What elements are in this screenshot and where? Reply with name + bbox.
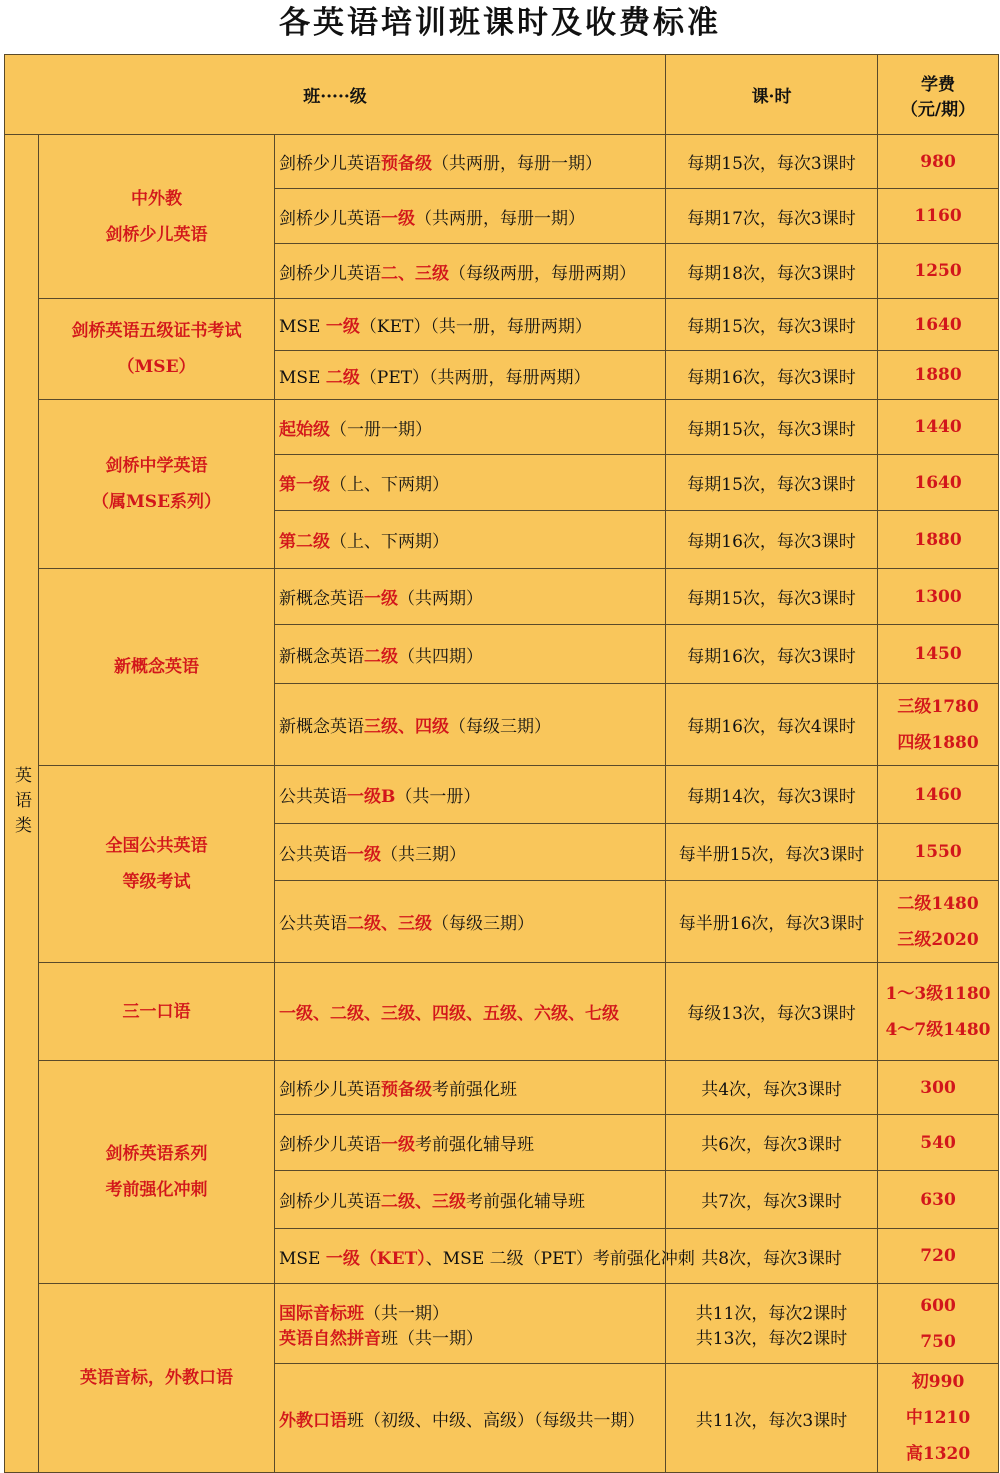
class-hours: 每期15次，每次3课时 xyxy=(666,400,878,455)
class-hours: 每期16次，每次3课时 xyxy=(666,351,878,400)
class-prefix: 剑桥少儿英语 xyxy=(279,1080,381,1100)
class-name xyxy=(275,1364,666,1473)
group-name-line: 三一口语 xyxy=(122,1001,191,1022)
class-name xyxy=(275,189,666,244)
class-hours: 每半册15次，每次3课时 xyxy=(666,824,878,881)
class-prefix: 公共英语 xyxy=(279,787,347,807)
group-name-line: 考前强化冲刺 xyxy=(105,1180,208,1200)
class-hours: 每期14次，每次3课时 xyxy=(666,766,878,824)
class-level-highlight: 一级B xyxy=(347,787,396,807)
class-fee: 720 xyxy=(878,1229,999,1284)
class-fee: 1640 xyxy=(878,455,999,511)
class-hours-line: 共11次，每次2课时 xyxy=(695,1303,848,1324)
class-hours: 每期16次，每次3课时 xyxy=(666,511,878,569)
class-fee: 1880 xyxy=(878,351,999,400)
group-name xyxy=(39,766,275,963)
class-level-highlight: 国际音标班 xyxy=(279,1303,364,1324)
class-fee: 1～3级1180 4～7级1480 xyxy=(878,963,999,1061)
class-fee: 300 xyxy=(878,1061,999,1115)
class-hours: 每期15次，每次3课时 xyxy=(666,455,878,511)
class-name xyxy=(275,351,666,400)
class-hours: 每半册16次，每次3课时 xyxy=(666,881,878,963)
class-detail: （每级两册，每册两期） xyxy=(449,263,636,284)
class-level-highlight: 三级、四级 xyxy=(364,717,449,737)
class-detail: （共一期） xyxy=(364,1303,449,1324)
class-name xyxy=(275,625,666,684)
class-prefix: 新概念英语 xyxy=(279,646,364,667)
class-level-highlight: 第二级 xyxy=(279,532,330,552)
class-level-highlight: 一级 xyxy=(364,589,398,609)
class-hours: 每期16次，每次4课时 xyxy=(666,684,878,766)
class-level-highlight: 二级 xyxy=(325,367,360,388)
group-name-line: 等级考试 xyxy=(122,872,191,892)
group-name xyxy=(39,1284,275,1473)
category-cell: 英语类 xyxy=(5,135,39,1473)
class-name xyxy=(275,1171,666,1229)
class-detail: 班（初级、中级、高级）（每级共一期） xyxy=(347,1410,645,1431)
class-fee: 二级1480 三级2020 xyxy=(878,881,999,963)
group-name xyxy=(39,400,275,569)
table-row xyxy=(5,400,999,455)
class-fee: 630 xyxy=(878,1171,999,1229)
class-level-highlight: 起始级 xyxy=(279,419,330,440)
class-fee: 1440 xyxy=(878,400,999,455)
group-name-line: 剑桥英语五级证书考试 xyxy=(71,321,242,341)
class-fee: 1450 xyxy=(878,625,999,684)
class-detail: （上、下两期） xyxy=(330,532,449,552)
class-level-highlight: 一级、二级、三级、四级、五级、六级、七级 xyxy=(279,1004,619,1024)
class-detail: （共两册，每册一期） xyxy=(432,154,602,174)
class-prefix: 剑桥少儿英语 xyxy=(279,1192,381,1212)
class-hours xyxy=(666,1284,878,1364)
header-fee-line2: （元/期） xyxy=(900,99,976,120)
group-name xyxy=(39,963,275,1061)
class-level-highlight: 一级 xyxy=(381,208,415,229)
class-fee: 1250 xyxy=(878,244,999,299)
group-name-line: 全国公共英语 xyxy=(105,836,208,856)
table-row xyxy=(5,766,999,824)
class-level-highlight: 外教口语 xyxy=(279,1410,347,1431)
class-name-line xyxy=(279,1324,661,1349)
class-prefix: 新概念英语 xyxy=(279,717,364,737)
header-fee-line1: 学费 xyxy=(921,74,956,95)
class-fee: 600 750 xyxy=(878,1284,999,1364)
page-title: 各英语培训班课时及收费标准 xyxy=(279,5,721,41)
group-name-line: 英语音标，外教口语 xyxy=(80,1368,233,1388)
class-prefix: 剑桥少儿英语 xyxy=(279,154,381,174)
class-hours: 每期18次，每次3课时 xyxy=(666,244,878,299)
class-hours: 共11次，每次3课时 xyxy=(666,1364,878,1473)
class-fee: 1640 xyxy=(878,299,999,351)
class-detail: （KET）（共一册，每册两期） xyxy=(359,317,592,337)
group-name-line: 剑桥少儿英语 xyxy=(105,224,208,245)
header-hours: 课·时 xyxy=(666,55,878,135)
class-hours: 每级13次，每次3课时 xyxy=(666,963,878,1061)
class-name-line xyxy=(279,1299,661,1324)
table-row xyxy=(5,1061,999,1115)
group-name xyxy=(39,1061,275,1284)
class-prefix: MSE xyxy=(279,1248,326,1269)
class-fee: 980 xyxy=(878,135,999,189)
class-name xyxy=(275,963,666,1061)
class-level-highlight: 英语自然拼音 xyxy=(279,1328,381,1349)
class-detail: （每级三期） xyxy=(432,914,534,934)
header-fee xyxy=(878,55,999,135)
class-name xyxy=(275,244,666,299)
class-hours: 共8次，每次3课时 xyxy=(666,1229,878,1284)
class-prefix: 剑桥少儿英语 xyxy=(279,1135,381,1155)
header-class-level: 班·····级 xyxy=(5,55,666,135)
class-detail: （PET）（共两册，每册两期） xyxy=(359,367,591,388)
class-name xyxy=(275,684,666,766)
class-detail: 考前强化辅导班 xyxy=(415,1135,534,1155)
class-name xyxy=(275,766,666,824)
table-row xyxy=(5,299,999,351)
group-name-line: 新概念英语 xyxy=(114,657,199,677)
class-detail: （共两册，每册一期） xyxy=(415,208,585,229)
class-prefix: 剑桥少儿英语 xyxy=(279,208,381,229)
class-prefix: 新概念英语 xyxy=(279,589,364,609)
class-name xyxy=(275,1284,666,1364)
class-prefix: 剑桥少儿英语 xyxy=(279,263,381,284)
table-row xyxy=(5,1284,999,1364)
class-level-highlight: 一级 xyxy=(347,844,381,865)
class-prefix: 公共英语 xyxy=(279,844,347,865)
class-name xyxy=(275,1115,666,1171)
header-row xyxy=(5,55,999,135)
class-fee: 540 xyxy=(878,1115,999,1171)
class-prefix: MSE xyxy=(279,317,326,337)
class-detail: （每级三期） xyxy=(449,717,551,737)
group-name-line: 剑桥中学英语 xyxy=(105,456,208,476)
class-hours: 共4次，每次3课时 xyxy=(666,1061,878,1115)
group-name-line: （MSE） xyxy=(117,357,196,377)
class-fee: 初990 中1210 高1320 xyxy=(878,1364,999,1473)
class-detail: （一册一期） xyxy=(330,419,432,440)
class-name xyxy=(275,1229,695,1284)
class-fee: 1460 xyxy=(878,766,999,824)
class-level-highlight: 二、三级 xyxy=(381,263,449,284)
class-level-highlight: 二级、三级 xyxy=(347,914,432,934)
class-fee: 三级1780 四级1880 xyxy=(878,684,999,766)
class-level-highlight: 预备级 xyxy=(381,154,432,174)
class-name xyxy=(275,511,666,569)
class-name xyxy=(275,135,666,189)
class-name xyxy=(275,824,666,881)
class-detail: （共两期） xyxy=(398,589,483,609)
class-level-highlight: 二级 xyxy=(364,646,398,667)
class-detail: 考前强化辅导班 xyxy=(466,1192,585,1212)
class-name xyxy=(275,881,666,963)
class-fee: 1300 xyxy=(878,569,999,625)
class-hours: 共6次，每次3课时 xyxy=(666,1115,878,1171)
group-name-line: 剑桥英语系列 xyxy=(105,1144,208,1164)
class-name xyxy=(275,299,666,351)
fee-table xyxy=(4,54,999,1473)
group-name-line: （属MSE系列） xyxy=(91,492,222,512)
class-name xyxy=(275,569,666,625)
class-hours: 每期17次，每次3课时 xyxy=(666,189,878,244)
class-hours: 每期15次，每次3课时 xyxy=(666,299,878,351)
class-level-highlight: 一级（KET） xyxy=(325,1248,426,1269)
class-detail: （上、下两期） xyxy=(330,475,449,495)
class-detail: 、MSE 二级（PET）考前强化冲刺 xyxy=(425,1248,695,1269)
class-level-highlight: 二级、三级 xyxy=(381,1192,466,1212)
class-level-highlight: 一级 xyxy=(325,317,360,337)
table-row xyxy=(5,963,999,1061)
class-hours: 每期15次，每次3课时 xyxy=(666,569,878,625)
class-hours: 每期16次，每次3课时 xyxy=(666,625,878,684)
class-level-highlight: 预备级 xyxy=(381,1080,432,1100)
class-detail: 班（共一期） xyxy=(381,1328,483,1349)
group-name xyxy=(39,569,275,766)
class-detail: （共三期） xyxy=(381,844,466,865)
class-prefix: MSE xyxy=(279,367,326,388)
class-level-highlight: 第一级 xyxy=(279,475,330,495)
class-detail: （共四期） xyxy=(398,646,483,667)
class-hours: 每期15次，每次3课时 xyxy=(666,135,878,189)
class-name xyxy=(275,1061,666,1115)
class-level-highlight: 一级 xyxy=(381,1135,415,1155)
group-name xyxy=(39,299,275,400)
class-detail: （共一册） xyxy=(395,787,481,807)
table-row xyxy=(5,569,999,625)
class-detail: 考前强化班 xyxy=(432,1080,517,1100)
class-prefix: 公共英语 xyxy=(279,914,347,934)
class-fee: 1880 xyxy=(878,511,999,569)
table-row xyxy=(5,135,999,189)
class-name xyxy=(275,455,666,511)
class-fee: 1160 xyxy=(878,189,999,244)
class-fee: 1550 xyxy=(878,824,999,881)
group-name xyxy=(39,135,275,299)
class-hours-line: 共13次，每次2课时 xyxy=(695,1328,848,1349)
class-hours: 共7次，每次3课时 xyxy=(666,1171,878,1229)
group-name-line: 中外教 xyxy=(131,188,182,209)
class-name xyxy=(275,400,666,455)
